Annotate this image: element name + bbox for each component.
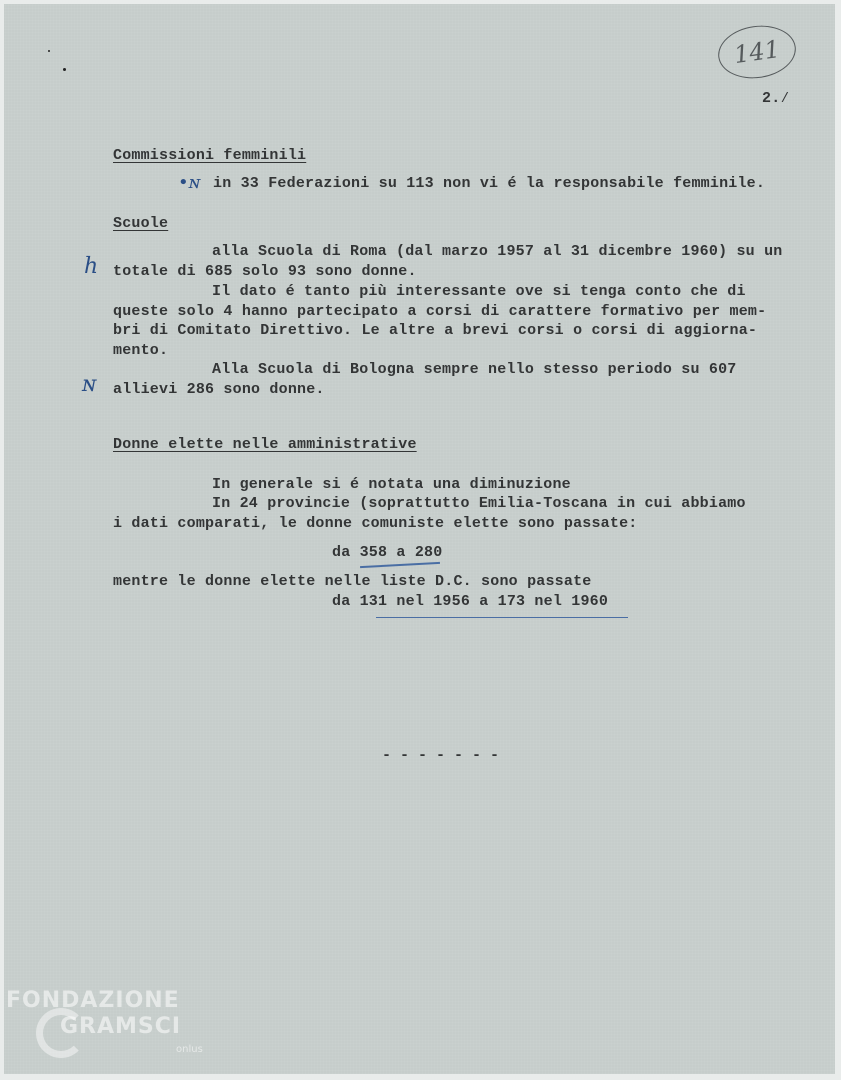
watermark-line3: onlus: [176, 1044, 203, 1055]
donne-line: mentre le donne elette nelle liste D.C. sono passate: [113, 573, 592, 590]
donne-line: In generale si é notata una diminuzione: [212, 476, 571, 493]
scuole-line: alla Scuola di Roma (dal marzo 1957 al 31 dicembre 1960) su un: [212, 243, 783, 260]
handwritten-mark: h: [84, 254, 99, 279]
archive-number: 141: [732, 34, 782, 70]
ink-speck: [48, 50, 50, 52]
scuole-line: bri di Comitato Direttivo. Le altre a brevi corsi o corsi di aggiorna-: [113, 322, 758, 339]
donne-line: In 24 provincie (soprattutto Emilia-Toscana in cui abbiamo: [212, 495, 746, 512]
scuole-line: allievi 286 sono donne.: [113, 381, 325, 398]
fondazione-gramsci-watermark: [6, 988, 203, 1055]
handwritten-underline: [376, 617, 628, 618]
commissioni-line: in 33 Federazioni su 113 non vi é la responsabile femminile.: [213, 175, 766, 192]
scuole-line: mento.: [113, 342, 169, 359]
scuole-line: Il dato é tanto più interessante ove si tenga conto che di: [212, 283, 746, 300]
handwritten-mark: ɴ: [82, 372, 97, 397]
watermark-line2: GRAMSCI: [60, 1014, 182, 1039]
donne-line: i dati comparati, le donne comuniste elette sono passate:: [113, 515, 638, 532]
donne-line: da 131 nel 1956 a 173 nel 1960: [332, 593, 609, 610]
ink-speck: [63, 68, 66, 71]
scuole-line: totale di 685 solo 93 sono donne.: [113, 263, 417, 280]
donne-line: da 358 a 280: [332, 544, 443, 561]
heading-commissioni: Commissioni femminili: [113, 147, 307, 164]
watermark-line1: FONDAZIONE: [6, 988, 180, 1013]
scuole-line: queste solo 4 hanno partecipato a corsi di carattere formativo per mem-: [113, 303, 767, 320]
heading-donne-elette: Donne elette nelle amministrative: [113, 436, 417, 453]
heading-scuole: Scuole: [113, 215, 169, 232]
scuole-line: Alla Scuola di Bologna sempre nello stesso periodo su 607: [212, 361, 737, 378]
handwritten-mark: •ɴ: [178, 172, 201, 193]
page-number: 2.⁄: [762, 90, 790, 107]
end-rule: - - - - - - -: [382, 747, 500, 764]
